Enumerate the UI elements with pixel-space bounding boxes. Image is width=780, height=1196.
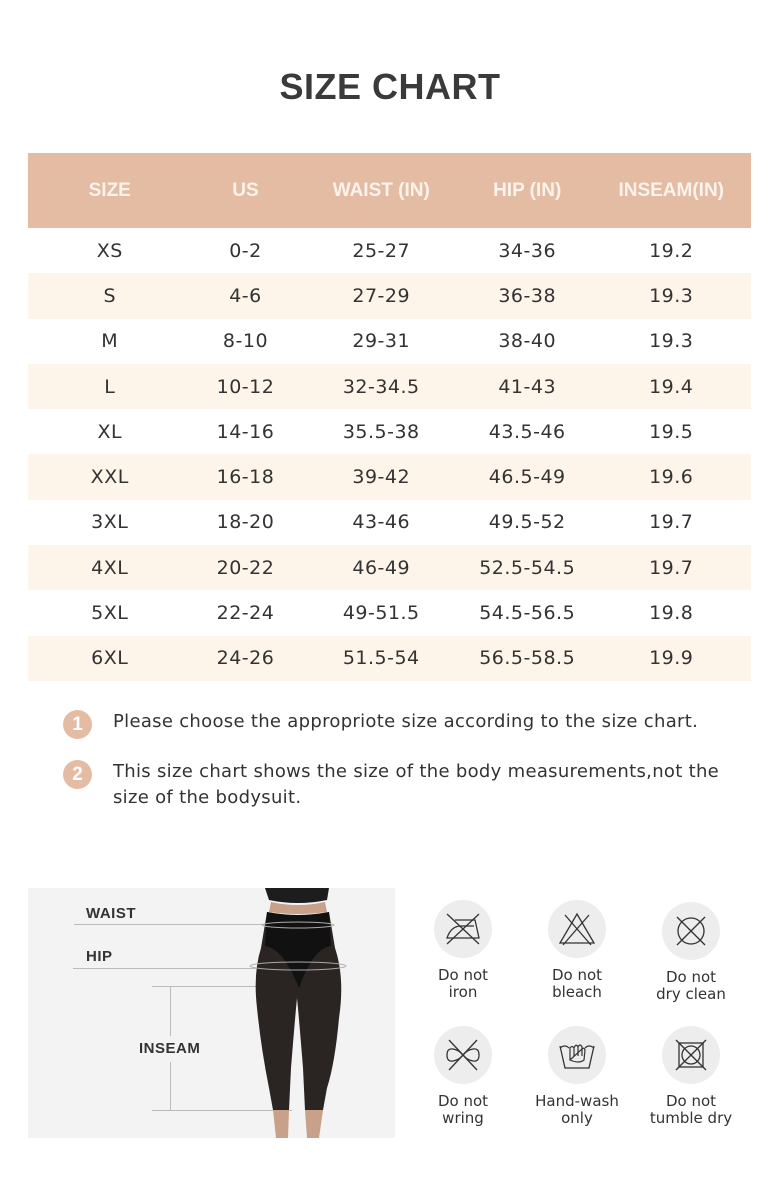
cell-us: 16-18 [216,466,275,489]
care-item-do-not-iron [408,900,518,1001]
cell-waist: 27-29 [352,284,411,307]
care-label-line1: Do not [551,966,603,984]
table-row [28,364,751,409]
hip-label: HIP [86,948,113,965]
care-item-hand-wash [522,1026,632,1127]
cell-hip: 43.5-46 [488,420,566,443]
size-table [28,153,751,681]
number-badge: 1 [63,710,92,739]
cell-hip: 56.5-58.5 [479,647,576,670]
cell-inseam: 19.5 [649,420,694,443]
cell-inseam: 19.7 [649,511,694,534]
cell-size: 6XL [91,647,129,670]
hand-wash-icon [557,1038,597,1072]
model-figure-icon [243,888,363,1138]
size-notes [63,709,763,831]
cell-hip: 46.5-49 [488,466,566,489]
care-label-line2: bleach [552,983,602,1001]
table-row [28,545,751,590]
cell-hip: 34-36 [498,239,557,262]
note-text: This size chart shows the size of the body measurements,not the size of the bodysuit. [113,761,720,808]
note-item [63,709,763,739]
care-label-line2: tumble dry [649,1109,733,1127]
care-icon-circle [434,900,492,958]
cell-inseam: 19.3 [649,330,694,353]
cell-us: 0-2 [229,239,262,262]
cell-waist: 46-49 [352,556,411,579]
cell-waist: 43-46 [352,511,411,534]
cell-inseam: 19.2 [649,239,694,262]
cell-hip: 36-38 [498,284,557,307]
note-item [63,759,763,811]
table-row [28,319,751,364]
header-size: SIZE [88,179,131,201]
care-label-line1: Do not [665,1092,717,1110]
do-not-wring-icon [443,1038,483,1072]
cell-size: 4XL [91,556,129,579]
cell-us: 22-24 [216,602,275,625]
measurement-figure [28,888,395,1138]
table-row [28,454,751,499]
cell-us: 20-22 [216,556,275,579]
cell-size: 3XL [91,511,129,534]
page-title: SIZE CHART [279,66,501,107]
table-row [28,409,751,454]
cell-waist: 29-31 [352,330,411,353]
cell-us: 18-20 [216,511,275,534]
care-icon-circle [434,1026,492,1084]
cell-inseam: 19.9 [649,647,694,670]
care-label-line2: wring [442,1109,484,1127]
table-row [28,636,751,681]
cell-inseam: 19.4 [649,375,694,398]
do-not-iron-icon [443,912,483,946]
do-not-bleach-icon [557,911,597,947]
cell-waist: 39-42 [352,466,411,489]
table-header [28,153,751,228]
waist-label: WAIST [86,905,136,922]
table-row [28,273,751,318]
cell-inseam: 19.7 [649,556,694,579]
table-row [28,590,751,635]
cell-size: 5XL [91,602,129,625]
cell-inseam: 19.6 [649,466,694,489]
inseam-vline-top [170,986,171,1036]
care-label-line2: dry clean [656,985,726,1003]
table-row [28,228,751,273]
cell-size: XL [97,420,123,443]
cell-size: M [101,330,119,353]
cell-waist: 32-34.5 [342,375,420,398]
care-item-do-not-wring [408,1026,518,1127]
note-text: Please choose the appropriote size according to the size chart. [113,711,699,732]
cell-waist: 49-51.5 [342,602,420,625]
cell-waist: 35.5-38 [342,420,420,443]
care-label-line1: Hand-wash [535,1092,619,1110]
cell-size: XS [96,239,123,262]
header-inseam: INSEAM(IN) [618,179,724,201]
inseam-label: INSEAM [139,1040,201,1057]
care-item-do-not-dry-clean [636,902,746,1003]
table-row [28,500,751,545]
cell-inseam: 19.8 [649,602,694,625]
do-not-tumble-dry-icon [672,1036,710,1074]
cell-hip: 49.5-52 [488,511,566,534]
hip-line [73,968,263,969]
cell-us: 4-6 [229,284,262,307]
cell-size: L [104,375,116,398]
cell-hip: 54.5-56.5 [479,602,576,625]
care-label-line1: Do not [437,1092,489,1110]
header-waist: WAIST (IN) [332,179,430,201]
care-label-line2: only [561,1109,593,1127]
cell-us: 10-12 [216,375,275,398]
cell-us: 24-26 [216,647,275,670]
care-item-do-not-tumble-dry [636,1026,746,1127]
cell-hip: 41-43 [498,375,557,398]
cell-hip: 52.5-54.5 [479,556,576,579]
care-icon-circle [548,900,606,958]
care-label-line1: Do not [437,966,489,984]
number-badge: 2 [63,760,92,789]
header-us: US [232,179,259,201]
care-label-line1: Do not [665,968,717,986]
care-item-do-not-bleach [522,900,632,1001]
care-icon-circle [662,902,720,960]
cell-size: XXL [90,466,129,489]
cell-us: 14-16 [216,420,275,443]
do-not-dry-clean-icon [672,912,710,950]
cell-inseam: 19.3 [649,284,694,307]
cell-us: 8-10 [222,330,269,353]
cell-waist: 51.5-54 [342,647,420,670]
care-icon-circle [662,1026,720,1084]
header-hip: HIP (IN) [493,179,562,201]
inseam-vline-bottom [170,1062,171,1110]
cell-hip: 38-40 [498,330,557,353]
care-label-line2: iron [448,983,478,1001]
care-icon-circle [548,1026,606,1084]
cell-size: S [103,284,117,307]
cell-waist: 25-27 [352,239,411,262]
